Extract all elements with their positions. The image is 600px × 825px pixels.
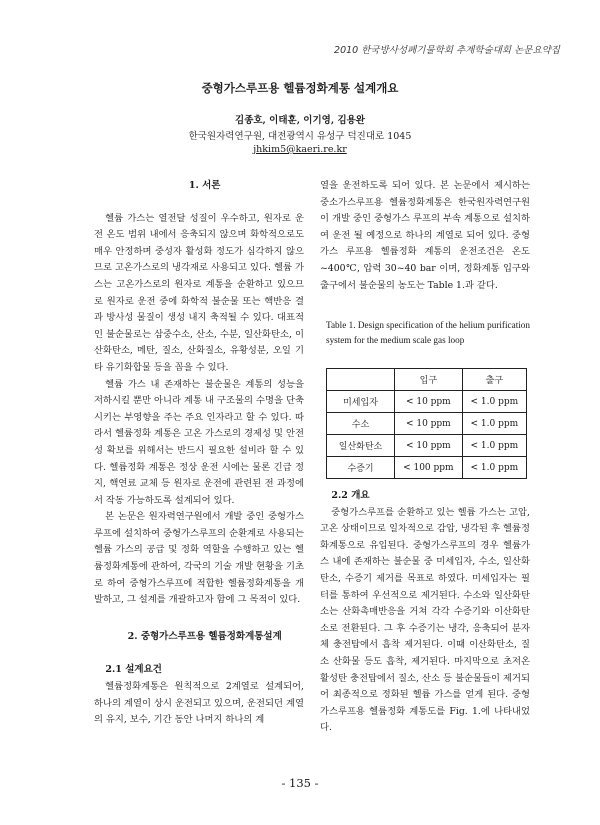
right-column-bottom bbox=[320, 488, 530, 737]
affiliation: 한국원자력연구원, 대전광역시 유성구 덕진대로 1045 bbox=[188, 131, 412, 142]
section-1-paragraph-2: 헬륨 가스 내 존재하는 불순물은 계통의 성능을 저하시킬 뿐만 아니라 계통 내 구조물의 수명을 단축시키는 부영향을 주는 주요 인자라고 할 수 있다. 따라서 헬륨정화 계통은 고온 가스로의 경제성 및 안전성 확보를 위해서는 반드시 필요한 설비라 할 수 있다. 헬륨정화 계통은 정상 운전 시에는 물론 긴급 정지, 핵연료 교체 등 원자로 운전에 관련된 전 과정에서 작동 가능하도록 설계되어 있다. bbox=[94, 378, 304, 506]
section-2-heading: 2. 중형가스루프용 헬륨정화계통설계 bbox=[127, 630, 282, 642]
table-1-caption: Table 1. Design specification of the helium purification system for the medium scale gas loop bbox=[326, 320, 530, 345]
conference-header: 2010 한국방사성폐기물학회 추계학술대회 논문요약집 bbox=[334, 45, 560, 56]
table-cell: < 100 ppm bbox=[395, 457, 463, 479]
section-2-1-paragraph-1: 헬륨정화계통은 원칙적으로 2계열로 설계되어, 하나의 계열이 상시 운전되고 있으며, 운전되던 계열의 유지, 보수, 기간 동안 나머지 하나의 계 bbox=[94, 681, 304, 726]
table-caption-block bbox=[326, 318, 530, 348]
table-header-cell: 출구 bbox=[462, 369, 526, 391]
section-2-2-heading: 2.2 개요 bbox=[331, 490, 370, 501]
table-row bbox=[327, 413, 527, 435]
section-2-1-heading: 2.1 설계요건 bbox=[105, 664, 162, 676]
table-cell: < 10 ppm bbox=[395, 413, 463, 435]
section-2-2-paragraph-1: 중형가스루프를 순환하고 있는 헬륨 가스는 고압, 고온 상태이므로 일차적으로 감압, 냉각된 후 헬륨정화계통으로 유입된다. 중형가스루프의 경우 헬륨가스 내에 존재하는 불순물 중 미세입자, 수소, 일산화탄소, 수증기 제거를 목표로 하였다. 미세입자는 필터를 통하여 우선적으로 제거된다. 수소와 일산화탄소는 산화촉매반응을 거쳐 각각 수증기와 이산화탄소로 전환된다. 그 후 수증기는 냉각, 응축되어 분자체 충전탑에서 흡착 제거된다. 이때 이산화탄소, 질소 산화물 등도 흡착, 제거된다. 마지막으로 초저온 활성탄 충전탑에서 질소, 산소 등 불순물들이 제거되어 최종적으로 정화된 헬륨 가스를 얻게 된다. 중형가스루프용 헬륨정화 계통도를 Fig. 1.에 나타내었다. bbox=[320, 506, 530, 734]
table-row bbox=[327, 391, 527, 413]
table-cell: < 1.0 ppm bbox=[462, 391, 526, 413]
section-1-heading: 1. 서론 bbox=[188, 180, 221, 191]
table-row bbox=[327, 457, 527, 479]
table-1 bbox=[326, 368, 527, 479]
paper-title: 중형가스루프용 헬륨정화계통 설계개요 bbox=[201, 81, 399, 95]
section-1-paragraph-1: 헬륨 가스는 열전달 성질이 우수하고, 원자로 운전 온도 범위 내에서 응축되지 않으며 화학적으로도 매우 안정하며 중성자 활성화 정도가 심각하지 않으므로 고온가스로의 냉각재로 사용되고 있다. 헬륨 가스는 고온가스로의 원자로 계통을 순환하고 있으므로 원자로 운전 중에 화학적 불순물 또는 핵반응 결과 방사성 물질이 생성 내지 축적될 수 있다. 대표적인 불순물로는 삼중수소, 산소, 수분, 일산화탄소, 이산화탄소, 메탄, 질소, 산화질소, 유황성분, 오일 기타 유기화합물 등을 꼽을 수 있다. bbox=[94, 212, 304, 373]
table-header-cell bbox=[327, 369, 395, 391]
table-cell: 일산화탄소 bbox=[327, 435, 395, 457]
table-cell: 수소 bbox=[327, 413, 395, 435]
author-list: 김종호, 이태훈, 이기영, 김용완 bbox=[235, 115, 365, 126]
page-number: - 135 - bbox=[281, 776, 319, 790]
section-1-paragraph-3: 본 논문은 원자력연구원에서 개발 중인 중형가스루프에 설치하여 중형가스루프의 순환계로 사용되는 헬륨 가스의 공급 및 정화 역할을 수행하고 있는 헬륨정화계통에 관하여, 각국의 기술 개발 현황을 기초로 하여 중형가스루프에 적합한 헬륨정화계통을 개발하고, 그 설계를 개괄하고자 함에 그 목적이 있다. bbox=[94, 511, 304, 606]
table-cell: < 1.0 ppm bbox=[462, 457, 526, 479]
author-email: jhkim5@kaeri.re.kr bbox=[253, 144, 347, 155]
left-column bbox=[94, 178, 304, 729]
table-cell: < 1.0 ppm bbox=[462, 413, 526, 435]
continued-paragraph: 열을 운전하도록 되어 있다. 본 논문에서 제시하는 중소가스루프용 헬륨정화계통은 한국원자력연구원이 개발 중인 중형가스 루프의 부속 계통으로 설치하여 운전 될 예정으로 하나의 계열로 되어 있다. 중형가스 루프용 헬륨정화 계통의 운전조건은 온도 ~400℃, 압력 30~40 bar 이며, 정화계통 입구와 출구에서 불순물의 농도는 Table 1.과 같다. bbox=[320, 180, 530, 291]
table-cell: < 1.0 ppm bbox=[462, 435, 526, 457]
table-header-cell: 입구 bbox=[395, 369, 463, 391]
table-row bbox=[327, 435, 527, 457]
table-cell: < 10 ppm bbox=[395, 435, 463, 457]
table-cell: < 10 ppm bbox=[395, 391, 463, 413]
table-cell: 수증기 bbox=[327, 457, 395, 479]
table-cell: 미세입자 bbox=[327, 391, 395, 413]
right-column-top bbox=[320, 178, 530, 294]
table-header-row bbox=[327, 369, 527, 391]
